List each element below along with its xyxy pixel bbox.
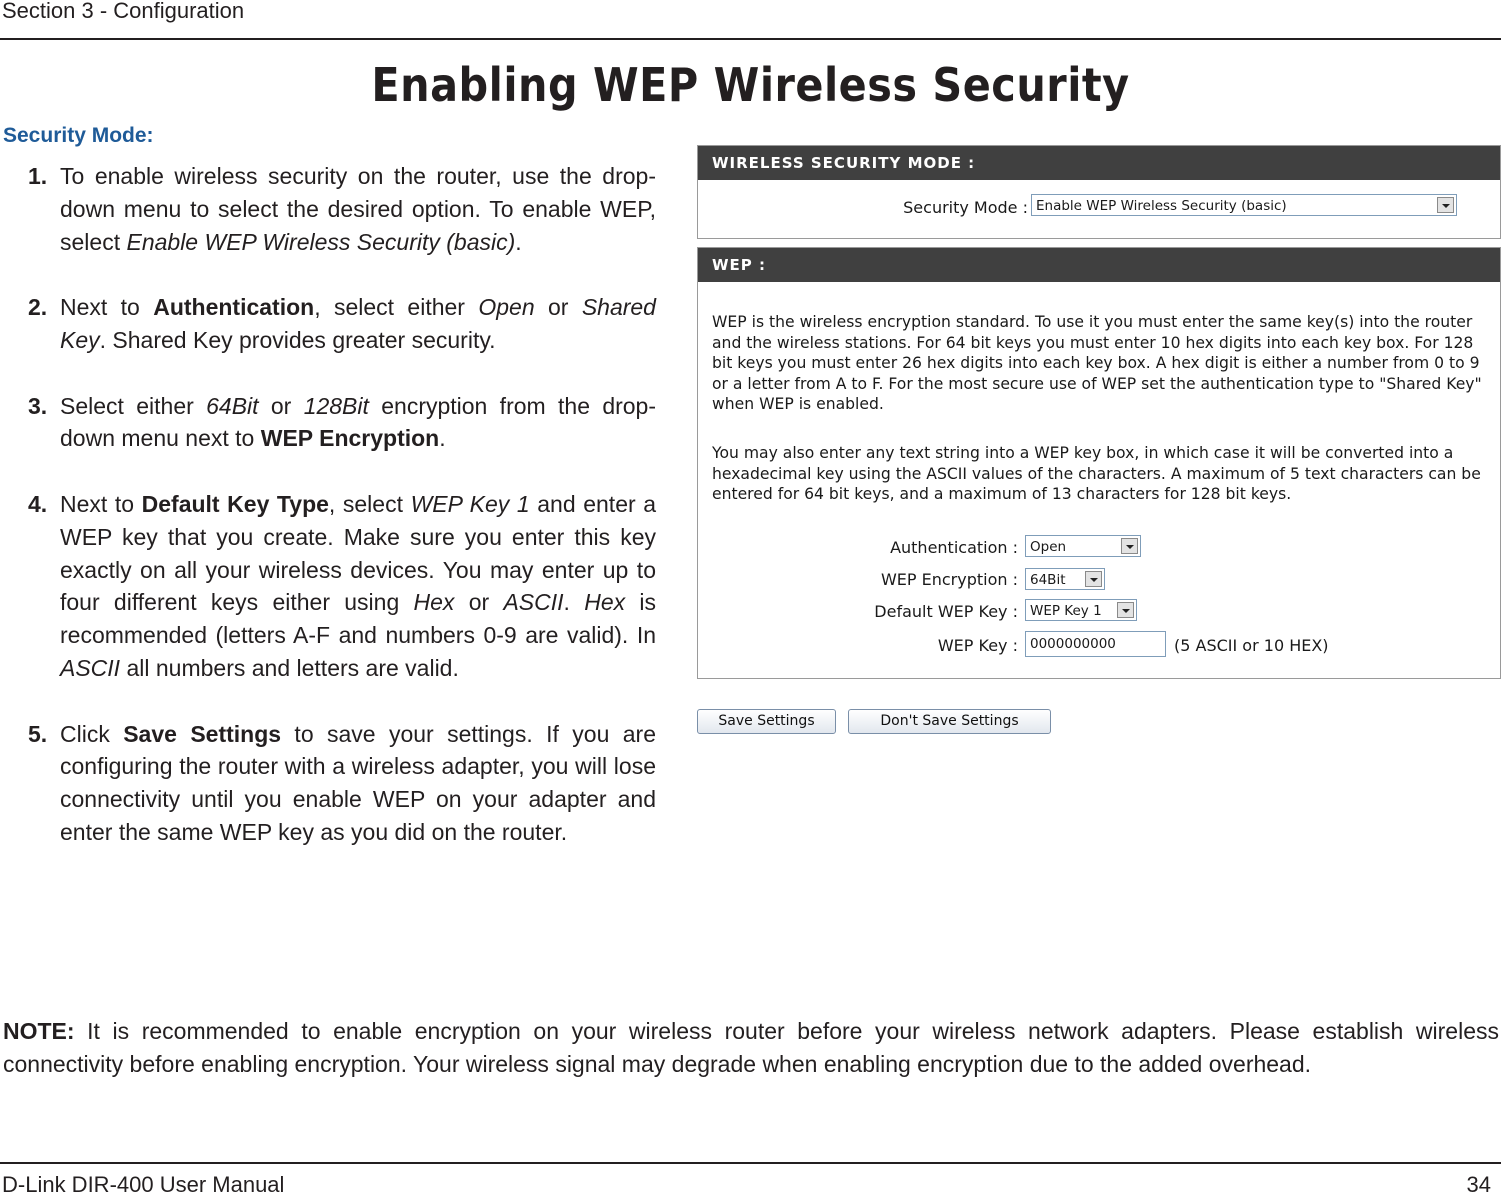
wep-encryption-label: WEP Encryption :: [880, 570, 1018, 589]
step-number: 5.: [28, 720, 48, 747]
italic-term: Hex: [413, 589, 455, 616]
step-4: [28, 488, 656, 685]
chevron-down-icon[interactable]: [1121, 538, 1138, 554]
step-body: [60, 393, 656, 452]
step-text: Next to: [60, 294, 154, 321]
italic-term: 128Bit: [303, 392, 369, 419]
italic-term: Shared Key: [60, 294, 656, 353]
chevron-down-icon[interactable]: [1085, 571, 1102, 587]
step-body: [60, 163, 656, 255]
step-number: 2.: [28, 294, 48, 321]
authentication-label: Authentication :: [890, 538, 1018, 557]
security-mode-value: Enable WEP Wireless Security (basic): [1036, 198, 1287, 214]
step-text: to save your settings. If you are configuring the router with a wireless adapter, you will lose connectivity until you enable WEP on your adapter and enter the same WEP key as you did on the router.: [60, 720, 656, 845]
step-text: , select either: [314, 294, 479, 321]
note-paragraph: [3, 1015, 1499, 1081]
step-number: 4.: [28, 490, 48, 517]
section-header: Section 3 - Configuration: [2, 0, 245, 23]
step-text: or: [454, 589, 504, 616]
step-1: [28, 160, 656, 258]
bold-term: Authentication: [153, 294, 315, 321]
step-text: To enable wireless security on the router, use the drop-down menu to select the desired option. To enable WEP, select: [60, 163, 656, 255]
italic-term: Hex: [584, 589, 626, 616]
security-mode-subheading: Security Mode:: [3, 124, 154, 147]
italic-term: Enable WEP Wireless Security (basic): [126, 228, 516, 255]
step-text: Next to: [60, 490, 142, 517]
manual-name: D-Link DIR-400 User Manual: [2, 1172, 285, 1197]
chevron-down-icon[interactable]: [1437, 197, 1454, 213]
wireless-security-mode-panel: [697, 145, 1501, 239]
step-text: encryption from the drop-down menu next to: [60, 392, 657, 452]
security-mode-select[interactable]: [1031, 194, 1457, 216]
step-text: .: [515, 228, 522, 255]
dont-save-settings-button[interactable]: Don't Save Settings: [848, 709, 1051, 734]
note-label: NOTE:: [3, 1018, 75, 1044]
italic-term: 64Bit: [206, 392, 259, 419]
steps-list: [28, 160, 656, 882]
step-text: . Shared Key provides greater security.: [99, 326, 496, 353]
wep-key-label: WEP Key :: [937, 636, 1018, 655]
page-number: 34: [1466, 1172, 1491, 1197]
chevron-down-icon[interactable]: [1117, 602, 1134, 618]
save-settings-button[interactable]: Save Settings: [697, 709, 836, 734]
wep-encryption-value: 64Bit: [1030, 572, 1066, 588]
panel-heading: WEP :: [698, 248, 1500, 282]
step-body: [60, 721, 656, 845]
step-number: 1.: [28, 163, 48, 189]
step-body: [60, 294, 656, 353]
header-rule: [0, 38, 1501, 40]
step-2: [28, 291, 656, 357]
page-title: Enabling WEP Wireless Security: [371, 58, 1130, 112]
step-text: and enter a WEP key that you create. Make sure you enter this key exactly on all your wireless devices. You may enter up to four different keys either using: [60, 490, 657, 616]
step-text: or: [258, 392, 304, 419]
footer-rule: [0, 1162, 1501, 1164]
step-text: or: [534, 294, 582, 321]
step-text: Click: [60, 720, 124, 747]
step-text: Select either: [60, 392, 207, 419]
italic-term: ASCII: [60, 654, 121, 681]
default-wep-key-select[interactable]: [1025, 599, 1137, 621]
step-3: [28, 390, 656, 456]
wep-description: WEP is the wireless encryption standard. To use it you must enter the same key(s) into the router and the wireless stations. For 64 bit keys you must enter 10 hex digits into each key box. For 128 bit keys you must enter 26 hex digits into each key box. A hex digit is either a number from 0 to 9 or a letter from A to F. For the most secure use of WEP set the authentication type to "Shared Key" when WEP is enabled.: [712, 313, 1482, 413]
wep-text-string-description: You may also enter any text string into a WEP key box, in which case it will be converted into a hexadecimal key using the ASCII values of the characters. A maximum of 5 text characters can be entered for 64 bit keys, and a maximum of 13 characters for 128 bit keys.: [712, 444, 1481, 503]
authentication-select[interactable]: [1025, 535, 1141, 557]
italic-term: ASCII: [503, 589, 564, 616]
step-text: , select: [328, 490, 411, 517]
bold-term: Default Key Type: [141, 490, 329, 517]
italic-term: WEP Key 1: [410, 490, 530, 517]
default-wep-key-value: WEP Key 1: [1030, 603, 1102, 619]
wep-encryption-select[interactable]: [1025, 568, 1105, 590]
note-text: It is recommended to enable encryption on your wireless router before your wireless network adapters. Please establish wireless connectivity before enabling encryption. Your wireless signal may degrade when enabling encryption due to the added overhead.: [3, 1018, 1499, 1077]
italic-term: Open: [478, 294, 535, 321]
step-5: [28, 718, 656, 849]
security-mode-label: Security Mode :: [903, 198, 1028, 217]
bold-term: WEP Encryption: [260, 425, 440, 452]
step-text: .: [563, 589, 585, 616]
wep-key-input[interactable]: 0000000000: [1025, 631, 1166, 657]
wep-panel: [697, 247, 1501, 679]
authentication-value: Open: [1030, 539, 1067, 555]
step-text: .: [439, 425, 446, 452]
step-text: is recommended (letters A-F and numbers 0-9 are valid). In: [60, 589, 656, 649]
step-body: [60, 491, 656, 681]
panel-heading: WIRELESS SECURITY MODE :: [698, 146, 1500, 180]
bold-term: Save Settings: [123, 720, 282, 747]
step-number: 3.: [28, 392, 48, 419]
wep-key-hint: (5 ASCII or 10 HEX): [1174, 636, 1329, 655]
default-wep-key-label: Default WEP Key :: [874, 602, 1018, 621]
step-text: all numbers and letters are valid.: [120, 654, 459, 681]
